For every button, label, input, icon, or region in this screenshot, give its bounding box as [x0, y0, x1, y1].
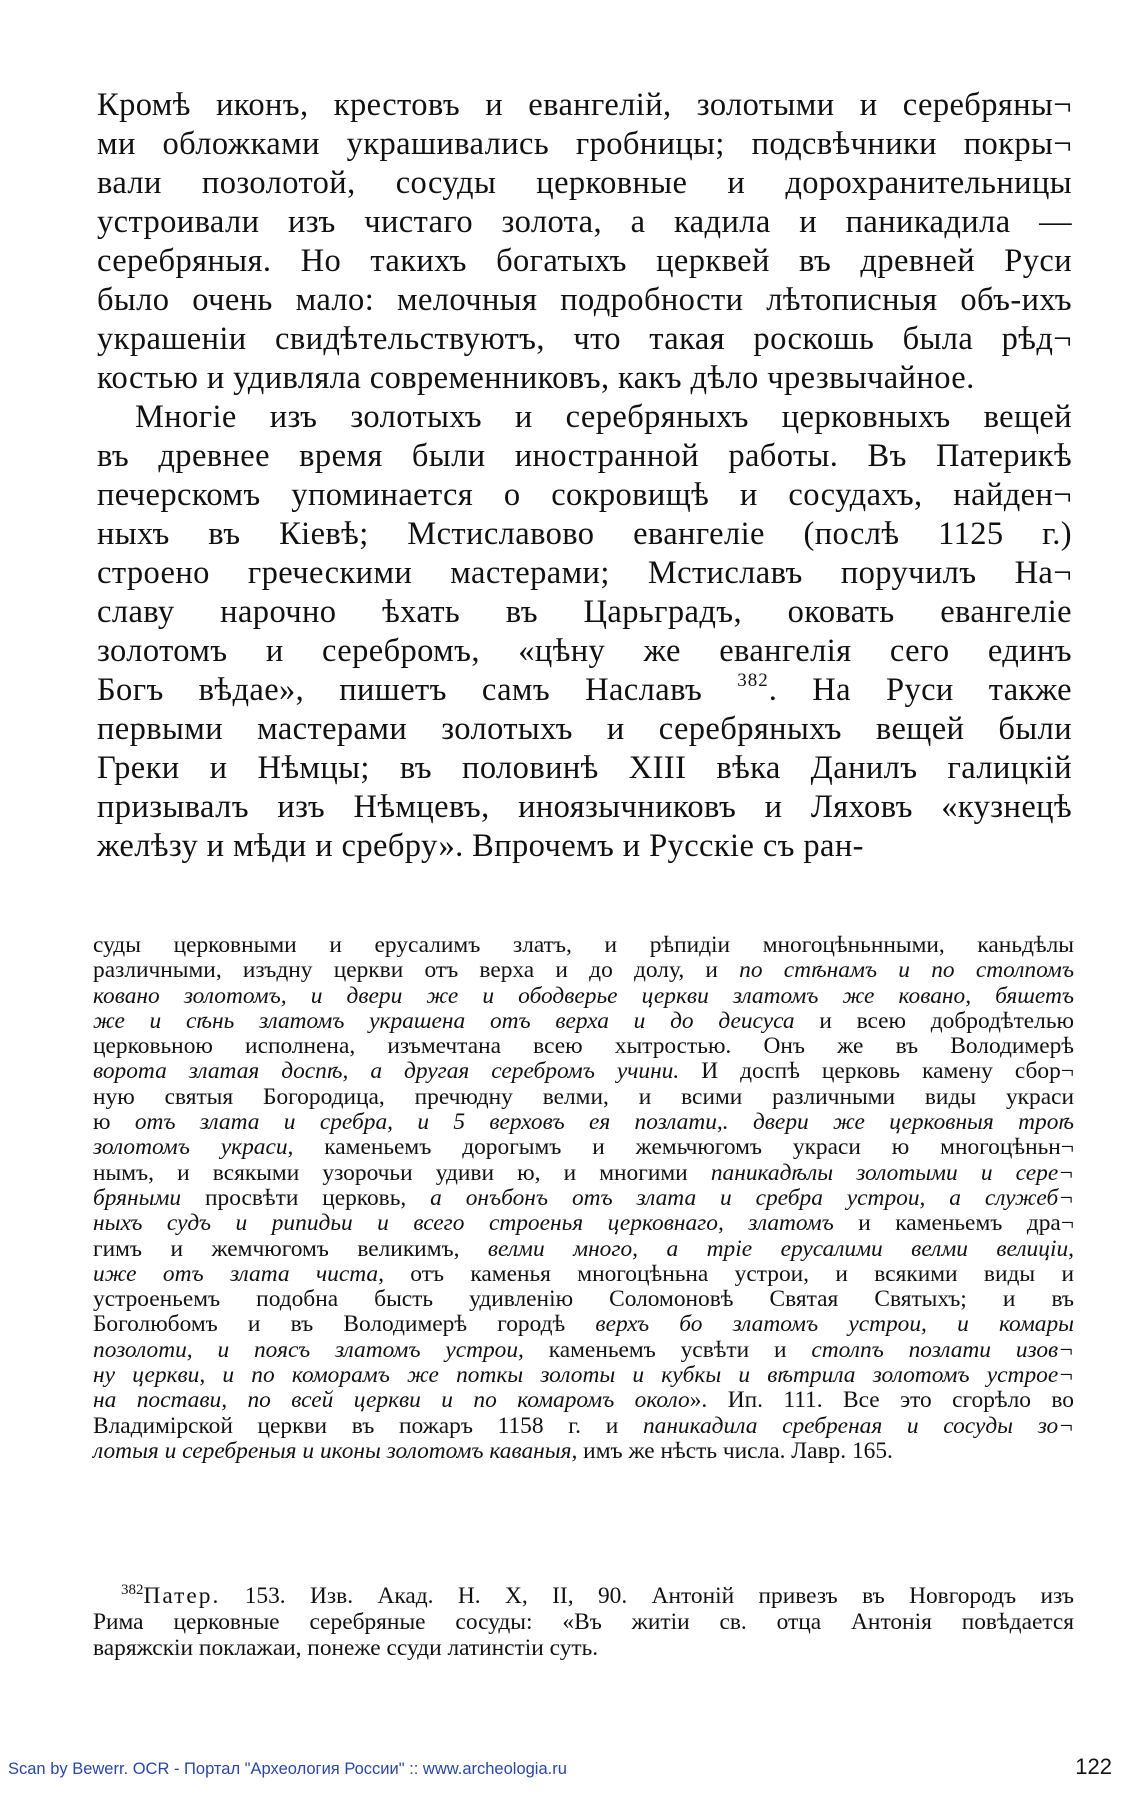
- quote-italic-segment: на постави, по всей церкви и по комаромъ около: [93, 1387, 690, 1414]
- quote-segment: каменьемъ усвѣти и: [523, 1336, 812, 1363]
- main-line: Многіе изъ золотыхъ и серебряныхъ церковныхъ вещей: [135, 399, 1072, 435]
- quoted-chronicle-passage: [93, 933, 1074, 1464]
- main-line-part: Богъ вѣдае», пишетъ самъ Наславъ: [97, 672, 703, 708]
- footnote: [93, 1583, 1074, 1661]
- main-line: призывалъ изъ Нѣмцевъ, иноязычниковъ и Ляховъ «кузнецѣ: [97, 789, 1072, 825]
- quote-line: [93, 1338, 1074, 1363]
- quote-line: [93, 1135, 1074, 1160]
- quote-segment: гимъ и жемчюгомъ великимъ,: [93, 1235, 488, 1262]
- main-line: вали позолотой, сосуды церковные и дорохранительницы: [97, 165, 1072, 201]
- footnote-text: 153. Изв. Акад. Н. Х, II, 90. Антоній привезъ въ Новгородъ изъ: [220, 1583, 1074, 1609]
- quote-italic-segment: велми много, а тріе ерусалими велми велиціи,: [487, 1235, 1074, 1262]
- main-line: ныхъ въ Кіевѣ; Мстиславово евангеліе (послѣ 1125 г.): [97, 516, 1072, 552]
- quote-segment: И доспѣ церковь камену сбор¬: [679, 1058, 1074, 1085]
- main-line-with-footnote-ref: [97, 671, 1072, 710]
- page-number: 122: [1075, 1754, 1112, 1779]
- quote-segment: ». Ип. 111. Все это сгорѣло во: [689, 1387, 1074, 1414]
- quote-line: [93, 1161, 1074, 1186]
- scan-credit: Scan by Bewerr. OCR - Портал "Археология России" :: www.archeologia.ru: [8, 1760, 567, 1778]
- main-line: украшеніи свидѣтельствуютъ, что такая роскошь была рѣд¬: [97, 321, 1072, 357]
- quote-line: [93, 958, 1074, 983]
- quote-line: [93, 1009, 1074, 1034]
- quote-line: [93, 1211, 1074, 1236]
- quote-segment: ную святыя Богородица, пречюдну велми, и всими различными виды украси: [93, 1083, 1074, 1110]
- main-line: было очень мало: мелочныя подробности лѣтописныя объ-ихъ: [97, 282, 1072, 318]
- quote-segment: нымъ, и всякыми узорочьи удиви ю, и многими: [93, 1159, 711, 1186]
- quote-italic-segment: позолоти, и поясъ златомъ устрои,: [93, 1336, 524, 1363]
- main-line: печерскомъ упоминается о сокровищѣ и сосудахъ, найден¬: [97, 477, 1072, 513]
- quote-line: [93, 1085, 1074, 1110]
- quote-italic-segment: лотыя и серебреныя и иконы золотомъ каваныя,: [93, 1437, 578, 1464]
- quote-italic-segment: золотомъ украси,: [93, 1134, 294, 1161]
- quote-segment: различными, изъдну церкви отъ верха и до долу, и: [93, 957, 740, 984]
- quote-italic-segment: же и сѣнь златомъ украшена отъ верха и до деисуса: [93, 1007, 795, 1034]
- main-line: костью и удивляла современниковъ, какъ дѣло чрезвычайное.: [97, 360, 975, 396]
- quote-segment: Владимірской церкви въ пожаръ 1158 г. и: [93, 1412, 643, 1439]
- quote-segment: просвѣти церковь,: [181, 1184, 431, 1211]
- quote-italic-segment: ну церкви, и по коморамъ же поткы золоты и кубкы и вѣтрила золотомъ устрое¬: [93, 1362, 1074, 1389]
- footnote-line: Рима церковные серебряные сосуды: «Въ житіи св. отца Антонія повѣдается: [93, 1609, 1074, 1635]
- quote-line: [93, 1287, 1074, 1312]
- quote-segment: и всею добродѣтелью: [794, 1007, 1074, 1034]
- main-line: первыми мастерами золотыхъ и серебряныхъ вещей были: [97, 711, 1072, 747]
- quote-line: [93, 1388, 1074, 1413]
- quote-segment: устроеньемъ подобна бысть удивленію Соломоновѣ Святая Святыхъ; и въ: [93, 1286, 1074, 1313]
- main-line: серебряныя. Но такихъ богатыхъ церквей въ древней Руси: [97, 243, 1072, 279]
- quote-italic-segment: паникадѣлы золотыми и сере¬: [710, 1159, 1074, 1186]
- quote-line: [93, 1059, 1074, 1084]
- quote-segment: Боголюбомъ и въ Володимерѣ городѣ: [93, 1311, 596, 1338]
- quote-segment: имъ же нѣсть числа. Лавр. 165.: [577, 1437, 893, 1464]
- quote-line: [93, 1414, 1074, 1439]
- quote-italic-segment: по стѣнамъ и по столпомъ: [739, 957, 1075, 984]
- quote-italic-segment: а онъбонъ отъ злата и сребра устрои, а служеб¬: [430, 1184, 1074, 1211]
- quote-segment: ю: [93, 1109, 135, 1136]
- footnote-lead: Патер.: [143, 1583, 221, 1609]
- quote-line: [93, 1186, 1074, 1211]
- quote-line: [93, 1312, 1074, 1337]
- footnote-marker: 382: [121, 1582, 144, 1598]
- main-line: строено греческими мастерами; Мстиславъ поручилъ На¬: [97, 555, 1072, 591]
- footnote-line: варяжскіи поклажаи, понеже ссуди латинстіи суть.: [93, 1635, 599, 1661]
- quote-line: [93, 933, 1074, 958]
- quote-segment: отъ каменья многоцѣньна устрои, и всякими виды и: [383, 1260, 1074, 1287]
- main-line: устроивали изъ чистаго золота, а кадила и паникадила —: [97, 204, 1072, 240]
- quote-italic-segment: иже отъ злата чиста,: [93, 1260, 384, 1287]
- main-line: Греки и Нѣмцы; въ половинѣ XIII вѣка Данилъ галицкій: [97, 750, 1072, 786]
- quote-italic-segment: ворота златая доспѣ, а другая серебромъ учини.: [93, 1058, 680, 1085]
- main-line-part: . На Руси также: [768, 672, 1072, 708]
- quote-line: [93, 984, 1074, 1009]
- quote-italic-segment: паникадила сребреная и сосуды зо¬: [642, 1412, 1074, 1439]
- quote-line: [93, 1034, 1074, 1059]
- quote-italic-segment: бряными: [93, 1184, 182, 1211]
- quote-italic-segment: отъ злата и сребра, и 5 верховъ ея позлати,. двери же церковныя троѣ: [134, 1109, 1074, 1136]
- quote-segment: каменьемъ дорогымъ и жемьчюгомъ украси ю многоцѣньн¬: [293, 1134, 1074, 1161]
- quote-line: [93, 1262, 1074, 1287]
- quote-line: [93, 1110, 1074, 1135]
- quote-segment: суды церковными и ерусалимъ златъ, и рѣпидіи многоцѣньнными, каньдѣлы: [93, 932, 1074, 958]
- main-line: славу нарочно ѣхать въ Царьградъ, оковать евангеліе: [97, 594, 1072, 630]
- main-text: [97, 86, 1072, 866]
- main-line: желѣзу и мѣди и сребру». Впрочемъ и Русскіе съ ран-: [97, 828, 864, 864]
- quote-line: [93, 1237, 1074, 1262]
- main-line: ми обложками украшивались гробницы; подсвѣчники покры¬: [97, 126, 1072, 162]
- footnote-reference[interactable]: 382: [737, 670, 769, 691]
- quote-italic-segment: верхъ бо златомъ устрои, и комары: [595, 1311, 1074, 1338]
- quote-italic-segment: ныхъ судъ и рипидьи и всего строенья церковнаго, златомъ: [93, 1210, 834, 1237]
- quote-segment: церковьною исполнена, изъмечтана всею хытростью. Онъ же въ Володимерѣ: [93, 1033, 1074, 1060]
- main-line: Кромѣ иконъ, крестовъ и евангелій, золотыми и серебряны¬: [97, 87, 1072, 123]
- main-line: въ древнее время были иностранной работы. Въ Патерикѣ: [97, 438, 1072, 474]
- quote-segment: и каменьемъ дра¬: [833, 1210, 1074, 1237]
- quote-italic-segment: столпъ позлати изов¬: [811, 1336, 1074, 1363]
- main-line: золотомъ и серебромъ, «цѣну же евангелія сего единъ: [97, 633, 1072, 669]
- quote-line: [93, 1363, 1074, 1388]
- footnote-line: [93, 1583, 1074, 1609]
- quote-line: [93, 1439, 1074, 1464]
- quote-italic-segment: ковано золотомъ, и двери же и ободверье церкви златомъ же ковано, бяшетъ: [93, 982, 1074, 1009]
